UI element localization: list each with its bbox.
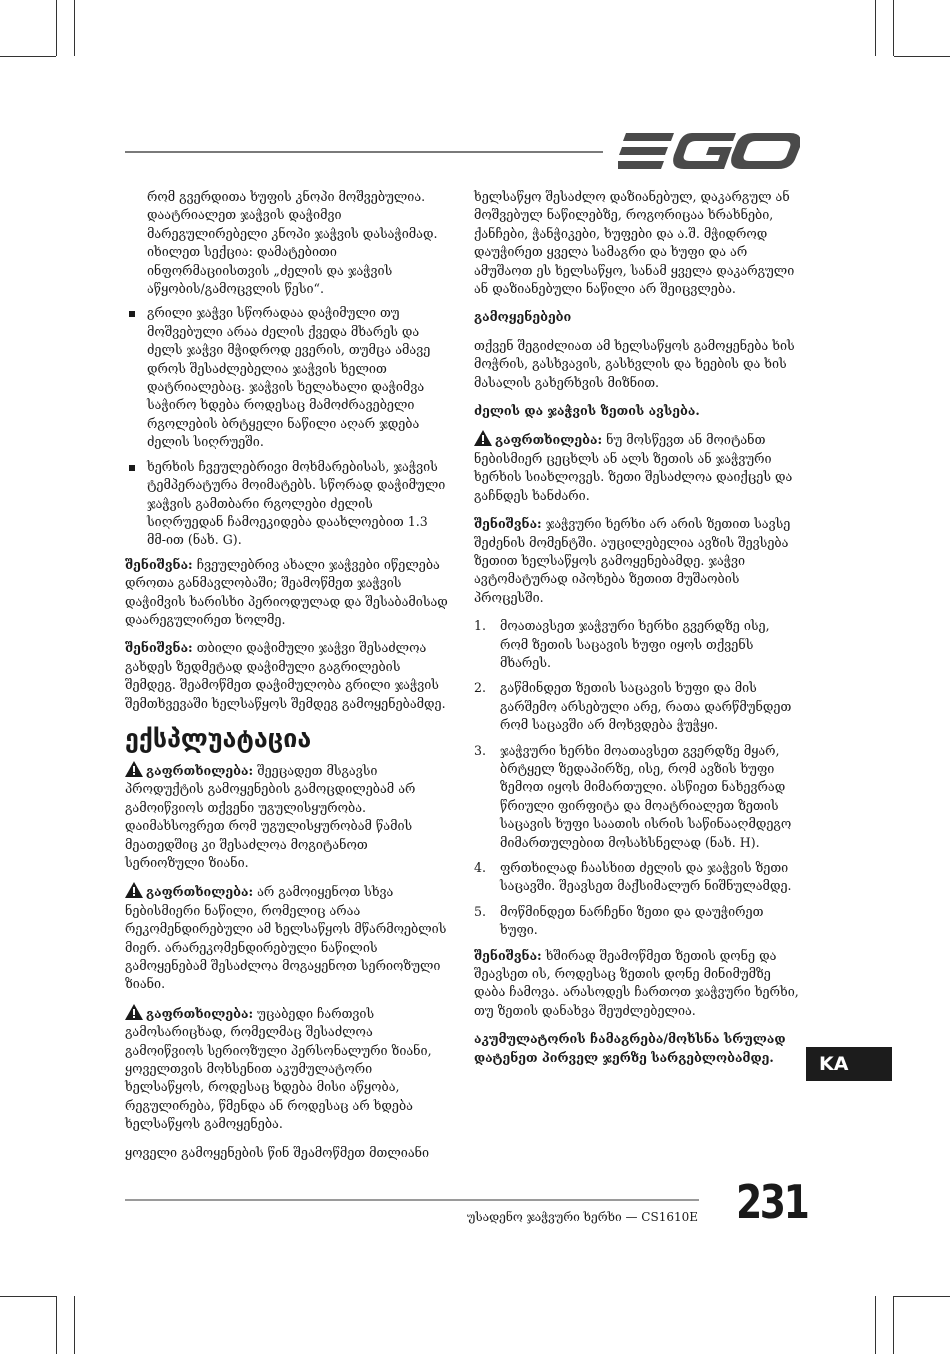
- warning-paragraph: [125, 761, 450, 872]
- crop-mark: [74, 0, 75, 56]
- warning-paragraph: [474, 430, 800, 505]
- note-label: შენიშვნა:: [474, 947, 542, 963]
- note-label: შენიშვნა:: [125, 640, 193, 656]
- warning-label: გაფრთხილება:: [146, 1005, 254, 1021]
- intro-paragraph: რომ გვერდითა ხუფის კნოპი მოშვებულია. დაატრიალეთ ჯაჭვის დაჭიმვი მარეგულირებელი კნოპი ჯაჭვის დასაჭიმად. იხილეთ სექცია: დამატებითი ინფორმაციისთვის „ძელის და ჯაჭვის აწყობის/გამოცვლის წესი“.: [147, 189, 438, 297]
- footer-rule: [125, 1199, 699, 1201]
- step-number: 3.: [474, 742, 487, 758]
- right-column: [474, 188, 800, 1077]
- left-column: [125, 188, 450, 1172]
- warning-text: ნუ მოსწევთ ან მოიტანთ ნებისმიერ ცეცხლს ან ალს ზეთის ან ჯაჭვური ხერხის სიახლოვეს. ზეთი შესაძლოა დაიქცეს და გაჩნდეს ხანძარი.: [474, 432, 793, 503]
- note-label: შენიშვნა:: [125, 556, 193, 572]
- note-text: ხშირად შეამოწმეთ ზეთის დონე და შეავსეთ ის, როდესაც ზეთის დონე მინიმუმზე დაბა ჩამოვა. არასოდეს ჩართოთ ჯაჭვური ხერხი, თუ ზეთის დანახვა შეუძლებელია.: [474, 947, 799, 1018]
- list-item: [474, 617, 800, 672]
- usage-paragraph: თქვენ შეგიძლიათ ამ ხელსაწყოს გამოყენება ხის მოჭრის, გასხვავის, გასხვლის და ხეების და ხის მასალის გახერხვის მიზნით.: [474, 337, 795, 390]
- page-number: 231: [736, 1175, 808, 1229]
- crop-mark: [0, 1296, 56, 1297]
- warning-icon: [125, 882, 143, 898]
- note-text: ჯაჭვური ხერხი არ არის ზეთით სავსე შეძენის მომენტში. აუცილებელია ავზის შევსება ზეთით ხელსაწყოს გამოყენებამდე. ჯაჭვი ავტომატურად იპოხება ზეთით მუშაობის პროცესში.: [474, 516, 791, 605]
- body-paragraph: ყოველი გამოყენების წინ შეამოწმეთ მთლიანი: [125, 1144, 430, 1160]
- crop-mark: [894, 1296, 950, 1297]
- warning-icon: [125, 1004, 143, 1020]
- header-rule: [125, 151, 603, 153]
- step-number: 4.: [474, 860, 487, 875]
- crop-mark: [0, 56, 56, 57]
- note-paragraph: [474, 947, 800, 1021]
- crop-mark: [875, 1296, 876, 1354]
- bullet-item: ხერხის ჩვეულებრივი მოხმარებისას, ჯაჭვის ტემპერატურა მოიმატებს. სწორად დაჭიმული ჯაჭვის გამთბარი რგოლები ძელის სიღრუედან ჩამოეკიდება დაახლოებით 1.3 მმ-ით (ნახ. G).: [125, 458, 450, 550]
- note-label: შენიშვნა:: [474, 516, 542, 532]
- warning-text: არ გამოიყენოთ სხვა ნებისმიერი ნაწილი, რომელიც არაა რეკომენდირებული ამ ხელსაწყოს მწარმოებლის მიერ. არარეკომენდირებული ნაწილის გამოყენებამ შესაძლოა მოგაყენოთ სერიოზული ზიანი.: [125, 884, 447, 992]
- warning-label: გაფრთხილება:: [146, 762, 254, 778]
- oil-heading: ძელის და ჯაჭვის ზეთის ავსება.: [474, 403, 700, 419]
- note-text: ჩვეულებრივ ახალი ჯაჭვები იწელება დროთა განმავლობაში; შეამოწმეთ ჯაჭვის დაჭიმვის ხარისხი პერიოდულად და შესაბამისად დაარეგულირეთ ხოლმე.: [125, 556, 448, 627]
- bullet-item: გრილი ჯაჭვი სწორადაა დაჭიმული თუ მოშვებული არაა ძელის ქვედა მხარეს და ძელს ჯაჭვი მჭიდროდ ევერის, თუმცა ამავე დროს შესაძლებელია ჯაჭვის ხელით დატრიალებაც. ჯაჭვის ხელახალი დაჭიმვა საჭირო ხდება როდესაც მამოძრავებელი რგოლების ბრტყელი ნაწილი აღარ ჯდება ძელის სიღრუეში.: [125, 304, 450, 451]
- step-text: ფრთხილად ჩაასხით ძელის და ჯაჭვის ზეთი საცავში. შეავსეთ მაქსიმალურ ნიშნულამდე.: [500, 860, 792, 894]
- warning-icon: [474, 430, 492, 446]
- warning-paragraph: [125, 1004, 450, 1134]
- note-paragraph: [125, 639, 450, 713]
- list-item: [474, 903, 800, 940]
- warning-text: უცაბედი ჩართვის გამოსარიცხად, რომელმაც შესაძლოა გამოიწვიოს სერიოზული პერსონალური ზიანი, ყოველთვის მოხსენით აკუმულატორი ხელსაწყოს, როდესაც ხდება მისი აწყობა, რეგულირება, წმენდა ან როდესაც არ ხდება ხელსაწყოს გამოყენება.: [125, 1005, 432, 1132]
- note-text: თბილი დაჭიმული ჯაჭვი შესაძლოა გახდეს ზედმეტად დაჭიმული გაგრილების შემდეგ. შეამოწმეთ დაჭიმულობა გრილი ჯაჭვის შემთხვევაში ხელსაწყოს შემდეგ გამოყენებამდე.: [125, 640, 446, 711]
- language-tab: KA: [806, 1047, 892, 1081]
- crop-mark: [893, 1296, 894, 1354]
- crop-mark: [875, 0, 876, 56]
- note-paragraph: [474, 515, 800, 607]
- warning-icon: [125, 761, 143, 777]
- ego-logo: [618, 131, 800, 171]
- crop-mark: [56, 1296, 57, 1354]
- warning-label: გაფრთხილება:: [146, 884, 254, 900]
- step-text: მოათავსეთ ჯაჭვური ხერხი გვერდზე ისე, რომ ზეთის საცავის ხუფი იყოს თქვენს მხარეს.: [500, 618, 770, 670]
- section-title: ექსპლუატაცია: [125, 723, 312, 753]
- step-number: 2.: [474, 680, 487, 696]
- note-paragraph: [125, 556, 450, 630]
- list-item: [474, 742, 800, 852]
- step-number: 5.: [474, 903, 487, 919]
- usage-heading: გამოყენებები: [474, 309, 572, 325]
- footer-title: უსადენო ჯაჭვური ხერხი — CS1610E: [466, 1210, 698, 1224]
- warning-label: გაფრთხილება:: [495, 432, 603, 448]
- step-number: 1.: [474, 618, 487, 634]
- crop-mark: [74, 1296, 75, 1354]
- battery-heading: აკუმულატორის ჩამაგრება/მოხსნა სრულად დატენეთ პირველ ჯერზე სარგებლობამდე.: [474, 1031, 786, 1065]
- step-text: გაწმინდეთ ზეთის საცავის ხუფი და მის გარშემო არსებული არე, რათა დარწმუნდეთ რომ საცავში არ მოხვდება ჭუჭყი.: [500, 680, 792, 733]
- step-text: ჯაჭვური ხერხი მოათავსეთ გვერდზე მყარ, ბრტყელ ზედაპირზე, ისე, რომ ავზის ხუფი ზემოთ იყოს მიმართული. ასწიეთ ნახევრად წრიული ფირფიტა და მოატრიალეთ ზეთის საცავის ხუფი საათის ისრის საწინააღმდეგო მიმართულებით მოსახსნელად (ნახ. H).: [500, 742, 792, 850]
- warning-paragraph: [125, 882, 450, 993]
- crop-mark: [56, 0, 57, 56]
- list-item: [474, 679, 800, 734]
- warning-text: შეეცადეთ მსგავსი პროდუქტის გამოყენების გამოცდილებამ არ გამოიწვიოს თქვენი უგულისყურობა. დაიმახსოვრეთ რომ უგულისყურობამ წამის მეათედშიც კი შესაძლოა მოგიტანოთ სერიოზული ზიანი.: [125, 762, 416, 870]
- body-paragraph: ხელსაწყო შესაძლო დაზიანებულ, დაკარგულ ან მოშვებულ ნაწილებზე, როგორიცაა ხრახნები, ქანჩები, ჭანჭიკები, ხუფები და ა.შ. მჭიდროდ დაუჭირეთ ყველა სამაგრი და ხუფი და არ ამუშაოთ ეს ხელსაწყო, სანამ ყველა დაკარგული ან დაზიანებული ნაწილი არ შეიცვლება.: [474, 189, 795, 297]
- crop-mark: [894, 56, 950, 57]
- crop-mark: [893, 0, 894, 56]
- list-item: [474, 859, 800, 896]
- step-text: მოწმინდეთ ნარჩენი ზეთი და დაუჭირეთ ხუფი.: [500, 903, 764, 938]
